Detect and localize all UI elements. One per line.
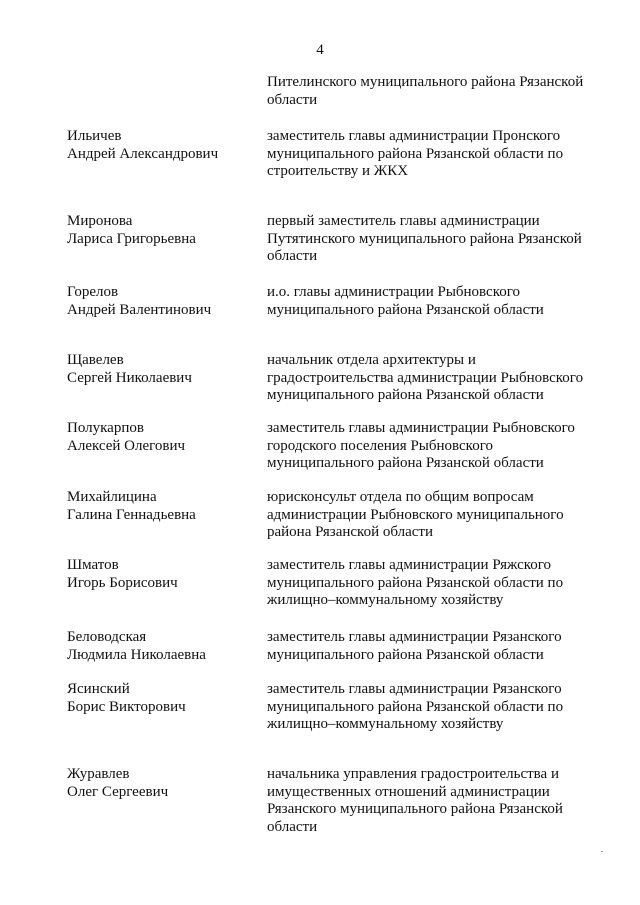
member-given-names: Андрей Валентинович xyxy=(67,301,212,318)
member-position-line: муниципального района Рязанской области xyxy=(267,301,544,318)
member-position-line: заместитель главы администрации Ряжского xyxy=(267,557,552,573)
member-position-line: начальника управления градостроительства и xyxy=(267,766,559,782)
member-position xyxy=(267,629,597,664)
member-surname: Ильичев xyxy=(67,128,122,144)
member-given-names: Сергей Николаевич xyxy=(67,369,192,386)
member-given-names: Лариса Григорьевна xyxy=(67,230,196,247)
member-position-line: градостроительства администрации Рыбновского xyxy=(267,369,584,386)
member-position-line: первый заместитель главы администрации xyxy=(267,213,540,229)
member-position-line: заместитель главы администрации Рязанского xyxy=(267,681,562,697)
member-surname: Михайлицина xyxy=(67,489,157,505)
member-position xyxy=(267,557,597,610)
member-surname: Миронова xyxy=(67,213,133,229)
member-position xyxy=(267,352,597,405)
member-position xyxy=(267,284,597,319)
member-position-line: области xyxy=(267,818,318,835)
member-position-line: заместитель главы администрации Рязанского xyxy=(267,629,562,645)
member-surname: Шматов xyxy=(67,557,119,573)
member-position-line: Пителинского муниципального района Рязанской xyxy=(267,74,584,90)
member-given-names: Игорь Борисович xyxy=(67,574,178,591)
member-position-line: и.о. главы администрации Рыбновского xyxy=(267,284,521,300)
member-given-names: Борис Викторович xyxy=(67,698,186,715)
member-position-line: области xyxy=(267,248,318,264)
member-position-line: строительству и ЖКХ xyxy=(267,163,409,179)
member-surname: Журавлев xyxy=(67,766,130,782)
member-name xyxy=(67,681,247,716)
member-name xyxy=(67,629,247,664)
member-position-line: жилищно–коммунальному хозяйству xyxy=(267,716,504,732)
member-name xyxy=(67,128,247,163)
member-given-names: Андрей Александрович xyxy=(67,145,219,162)
member-name xyxy=(67,557,247,592)
member-position-line: Рязанского муниципального района Рязанской xyxy=(267,801,563,817)
member-name xyxy=(67,489,247,524)
member-position-line: заместитель главы администрации Пронского xyxy=(267,128,561,144)
member-given-names: Олег Сергеевич xyxy=(67,783,169,800)
member-position-line: жилищно–коммунальному хозяйству xyxy=(267,592,504,608)
scan-speck xyxy=(601,851,603,852)
member-name xyxy=(67,213,247,248)
member-position xyxy=(267,74,597,109)
member-position xyxy=(267,128,597,181)
member-position-line: муниципального района Рязанской области по xyxy=(267,698,564,715)
member-position-line: муниципального района Рязанской области xyxy=(267,387,544,403)
member-given-names: Людмила Николаевна xyxy=(67,646,206,663)
member-surname: Полукарпов xyxy=(67,420,144,436)
member-position-line: муниципального района Рязанской области xyxy=(267,646,544,663)
member-position-line: муниципального района Рязанской области по xyxy=(267,145,564,162)
member-position-line: заместитель главы администрации Рыбновского xyxy=(267,420,575,436)
member-position-line: муниципального района Рязанской области по xyxy=(267,574,564,591)
member-surname: Горелов xyxy=(67,284,119,300)
member-position xyxy=(267,681,597,734)
member-position xyxy=(267,489,597,542)
member-position-line: городского поселения Рыбновского xyxy=(267,437,493,454)
member-position xyxy=(267,766,597,836)
member-position-line: Путятинского муниципального района Рязанской xyxy=(267,230,582,247)
member-name xyxy=(67,766,247,801)
member-position-line: района Рязанской области xyxy=(267,524,434,540)
member-position-line: области xyxy=(267,91,318,108)
member-position-line: имущественных отношений администрации xyxy=(267,783,550,800)
member-given-names: Алексей Олегович xyxy=(67,437,186,454)
member-name xyxy=(67,420,247,455)
member-surname: Ясинский xyxy=(67,681,130,697)
member-position xyxy=(267,420,597,473)
member-position xyxy=(267,213,597,266)
member-position-line: начальник отдела архитектуры и xyxy=(267,352,476,368)
member-name xyxy=(67,284,247,319)
member-surname: Щавелев xyxy=(67,352,124,368)
member-name xyxy=(67,352,247,387)
member-position-line: юрисконсульт отдела по общим вопросам xyxy=(267,489,534,505)
member-surname: Беловодская xyxy=(67,629,147,645)
page-number: 4 xyxy=(316,42,324,58)
member-position-line: администрации Рыбновского муниципального xyxy=(267,506,564,523)
member-position-line: муниципального района Рязанской области xyxy=(267,455,544,471)
member-given-names: Галина Геннадьевна xyxy=(67,506,196,523)
